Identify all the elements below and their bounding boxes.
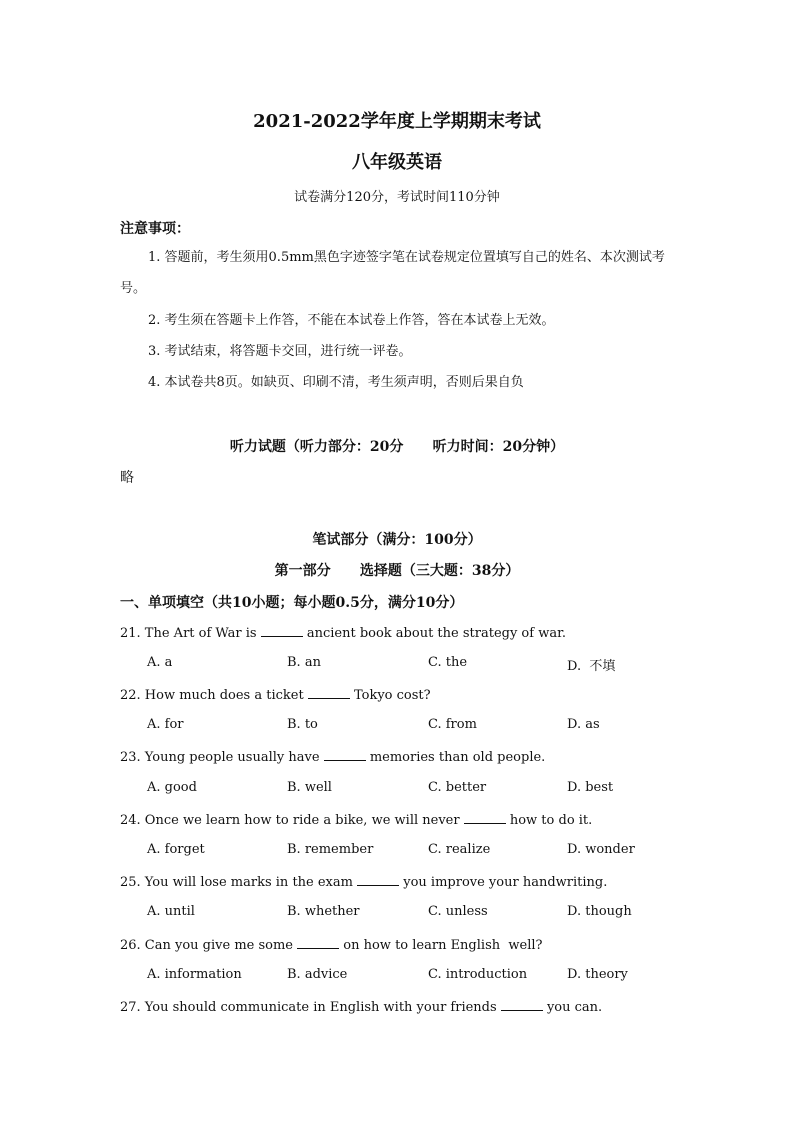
answer-blank xyxy=(464,811,506,824)
exam-title: 2021-2022学年度上学期期末考试 xyxy=(253,111,541,132)
question-stem-end: you can. xyxy=(542,1000,603,1015)
question-stem: 25. You will lose marks in the exam xyxy=(120,875,358,890)
answer-blank xyxy=(357,873,399,886)
option-d: D. theory xyxy=(567,967,628,982)
option-d: D. 不填 xyxy=(567,659,616,674)
notice-item-2: 2. 考生须在答题卡上作答，不能在本试卷上作答，答在本试卷上无效。 xyxy=(148,313,555,328)
option-b: B. whether xyxy=(287,904,360,919)
option-a: A. until xyxy=(147,904,195,919)
option-d: D. best xyxy=(567,780,614,795)
answer-blank xyxy=(324,748,366,761)
question-stem-end: on how to learn English well? xyxy=(339,938,543,953)
question-stem: 23. Young people usually have xyxy=(120,750,324,765)
option-c: C. unless xyxy=(428,904,488,919)
option-c: C. better xyxy=(428,780,487,795)
question-stem-end: memories than old people. xyxy=(365,750,546,765)
question-21 xyxy=(120,624,566,641)
option-a: A. for xyxy=(147,717,184,732)
option-b: B. well xyxy=(287,780,332,795)
option-d: D. though xyxy=(567,904,632,919)
answer-blank xyxy=(501,998,543,1011)
notice-item-4: 4. 本试卷共8页。如缺页、印刷不清，考生须声明，否则后果自负 xyxy=(148,375,524,390)
question-stem: 24. Once we learn how to ride a bike, we will never xyxy=(120,813,464,828)
exam-info: 试卷满分120分，考试时间110分钟 xyxy=(294,190,500,205)
question-25 xyxy=(120,873,607,890)
option-d: D. as xyxy=(567,717,600,732)
option-a: A. information xyxy=(147,967,242,982)
question-26 xyxy=(120,936,542,953)
notice-heading: 注意事项： xyxy=(120,221,190,237)
question-27 xyxy=(120,998,602,1015)
question-stem-end: ancient book about the strategy of war. xyxy=(302,626,566,641)
question-stem-end: you improve your handwriting. xyxy=(399,875,608,890)
option-a: A. a xyxy=(147,655,173,670)
option-b: B. remember xyxy=(287,842,374,857)
option-a: A. forget xyxy=(147,842,205,857)
option-b: B. to xyxy=(287,717,318,732)
option-c: C. the xyxy=(428,655,468,670)
answer-blank xyxy=(261,624,303,637)
part-heading: 第一部分 选择题（三大题：38分） xyxy=(274,563,520,579)
question-stem: 21. The Art of War is xyxy=(120,626,261,641)
option-b: B. advice xyxy=(287,967,348,982)
answer-blank xyxy=(308,686,350,699)
written-heading: 笔试部分（满分：100分） xyxy=(312,532,482,548)
exam-subject: 八年级英语 xyxy=(352,152,442,173)
option-c: C. from xyxy=(428,717,477,732)
question-22 xyxy=(120,686,431,703)
question-24 xyxy=(120,811,592,828)
question-stem-end: how to do it. xyxy=(505,813,593,828)
notice-item-3: 3. 考试结束，将答题卡交回，进行统一评卷。 xyxy=(148,344,412,359)
question-stem: 22. How much does a ticket xyxy=(120,688,308,703)
option-b: B. an xyxy=(287,655,321,670)
question-stem-end: Tokyo cost? xyxy=(349,688,431,703)
option-c: C. realize xyxy=(428,842,491,857)
question-stem: 27. You should communicate in English with your friends xyxy=(120,1000,501,1015)
listening-note: 略 xyxy=(120,470,134,486)
listening-heading: 听力试题（听力部分：20分 听力时间：20分钟） xyxy=(229,439,565,455)
option-d: D. wonder xyxy=(567,842,635,857)
answer-blank xyxy=(297,936,339,949)
option-a: A. good xyxy=(147,780,197,795)
question-stem: 26. Can you give me some xyxy=(120,938,298,953)
notice-item-1: 1. 答题前，考生须用0.5mm黑色字迹签字笔在试卷规定位置填写自己的姓名、本次测试考号。 xyxy=(120,250,665,296)
section-heading: 一、单项填空（共10小题；每小题0.5分，满分10分） xyxy=(120,595,464,611)
option-c: C. introduction xyxy=(428,967,528,982)
question-23 xyxy=(120,748,545,765)
